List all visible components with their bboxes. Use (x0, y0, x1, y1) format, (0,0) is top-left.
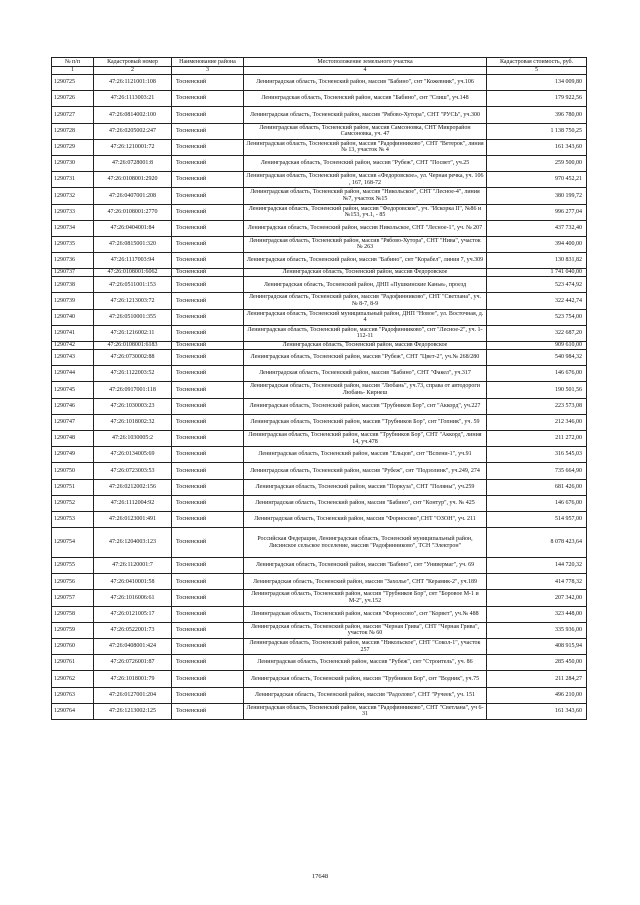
cadastral-value-table-page (51, 57, 586, 720)
table-row (52, 430, 587, 446)
cadastral-number-cell: 47:26:0134005:69 (94, 447, 172, 463)
table-row (52, 309, 587, 325)
row-number-cell: 1290761 (52, 655, 94, 671)
location-cell: Ленинградская область, Тосненский район, массив "Форносово",СНТ "ОЗОН", уч. 211 (244, 511, 487, 527)
district-cell: Тосненский (172, 342, 244, 350)
header-row-number: № п/п (52, 58, 94, 67)
row-number-cell: 1290758 (52, 606, 94, 622)
district-cell: Тосненский (172, 253, 244, 269)
table-row (52, 366, 587, 382)
district-cell: Тосненский (172, 590, 244, 606)
table-row (52, 325, 587, 341)
row-number-cell: 1290728 (52, 123, 94, 139)
cadastral-value-cell: 211 272,00 (487, 430, 587, 446)
location-cell: Ленинградская область, Тосненский район, массив Федоровское (244, 342, 487, 350)
location-cell: Ленинградская область, Тосненский район, массив "Радофинниково", СНТ "Светлана", уч 6-31 (244, 703, 487, 719)
cadastral-value-cell: 146 676,00 (487, 495, 587, 511)
district-cell: Тосненский (172, 188, 244, 204)
district-cell: Тосненский (172, 382, 244, 398)
table-row (52, 574, 587, 590)
table-header-row (52, 58, 587, 67)
cadastral-value-cell: 322 442,74 (487, 293, 587, 309)
district-cell: Тосненский (172, 479, 244, 495)
table-row (52, 382, 587, 398)
district-cell: Тосненский (172, 703, 244, 719)
cadastral-value-cell: 394 400,00 (487, 236, 587, 252)
cadastral-number-cell: 47:26:0723003:53 (94, 463, 172, 479)
cadastral-number-cell: 47:26:0814002:100 (94, 107, 172, 123)
location-cell: Ленинградская область, Тосненский район, массив Самсоновка, СНТ Микрорайон Самсоновка, уч. 47 (244, 123, 487, 139)
location-cell: Ленинградская область, Тосненский район, массив "Бабино", снт "Корабел", линия 7, уч.309 (244, 253, 487, 269)
district-cell: Тосненский (172, 447, 244, 463)
table-row (52, 558, 587, 574)
table-row (52, 269, 587, 277)
table-row (52, 639, 587, 655)
cadastral-number-cell: 47:26:1121001:108 (94, 75, 172, 91)
district-cell: Тосненский (172, 366, 244, 382)
column-number: 4 (244, 67, 487, 75)
table-row (52, 293, 587, 309)
row-number-cell: 1290754 (52, 528, 94, 558)
cadastral-value-cell: 146 676,00 (487, 366, 587, 382)
cadastral-value-cell: 161 343,60 (487, 139, 587, 155)
cadastral-value-cell: 909 610,00 (487, 342, 587, 350)
district-cell: Тосненский (172, 91, 244, 107)
table-row (52, 479, 587, 495)
table-row (52, 342, 587, 350)
cadastral-value-cell: 207 342,00 (487, 590, 587, 606)
cadastral-number-cell: 47:26:0108001:2770 (94, 204, 172, 220)
cadastral-number-cell: 47:26:1204003:123 (94, 528, 172, 558)
row-number-cell: 1290751 (52, 479, 94, 495)
cadastral-value-cell: 523 754,00 (487, 309, 587, 325)
row-number-cell: 1290745 (52, 382, 94, 398)
row-number-cell: 1290735 (52, 236, 94, 252)
table-row (52, 123, 587, 139)
table-row (52, 703, 587, 719)
cadastral-value-cell: 322 687,20 (487, 325, 587, 341)
row-number-cell: 1290744 (52, 366, 94, 382)
cadastral-number-cell: 47:26:0408001:424 (94, 639, 172, 655)
table-row (52, 687, 587, 703)
table-row (52, 655, 587, 671)
row-number-cell: 1290764 (52, 703, 94, 719)
district-cell: Тосненский (172, 269, 244, 277)
district-cell: Тосненский (172, 204, 244, 220)
cadastral-number-cell: 47:26:1113003:21 (94, 91, 172, 107)
location-cell: Ленинградская область, Тосненский район, массив Федоровское (244, 269, 487, 277)
row-number-cell: 1290741 (52, 325, 94, 341)
row-number-cell: 1290743 (52, 350, 94, 366)
cadastral-number-cell: 47:26:0108001:6062 (94, 269, 172, 277)
cadastral-number-cell: 47:26:1210001:72 (94, 139, 172, 155)
cadastral-value-cell: 259 500,00 (487, 155, 587, 171)
district-cell: Тосненский (172, 155, 244, 171)
district-cell: Тосненский (172, 236, 244, 252)
location-cell: Ленинградская область, Тосненский муниципальный район, ДНП "Новое", ул. Восточная, д. 4 (244, 309, 487, 325)
location-cell: Ленинградская область, Тосненский район, массив "Захолье", СНТ "Керамик-2", уч.189 (244, 574, 487, 590)
district-cell: Тосненский (172, 75, 244, 91)
cadastral-value-cell: 211 284,27 (487, 671, 587, 687)
district-cell: Тосненский (172, 511, 244, 527)
cadastral-number-cell: 47:26:0407001:208 (94, 188, 172, 204)
cadastral-number-cell: 47:26:1213002:125 (94, 703, 172, 719)
row-number-cell: 1290727 (52, 107, 94, 123)
row-number-cell: 1290746 (52, 398, 94, 414)
row-number-cell: 1290730 (52, 155, 94, 171)
table-row (52, 75, 587, 91)
location-cell: Ленинградская область, Тосненский район, массив "Трубников Бор", снт "Аккорд", уч.227 (244, 398, 487, 414)
cadastral-value-cell: 212 346,00 (487, 414, 587, 430)
table-row (52, 253, 587, 269)
cadastral-value-cell: 144 720,32 (487, 558, 587, 574)
table-row (52, 188, 587, 204)
district-cell: Тосненский (172, 671, 244, 687)
column-number: 5 (487, 67, 587, 75)
cadastral-value-cell: 1 138 750,25 (487, 123, 587, 139)
cadastral-value-cell: 323 448,00 (487, 606, 587, 622)
table-row (52, 91, 587, 107)
cadastral-value-cell: 970 452,21 (487, 172, 587, 188)
row-number-cell: 1290733 (52, 204, 94, 220)
location-cell: Ленинградская область, Тосненский район, массив "Никольское", СНТ "Сокол-1", участок 257 (244, 639, 487, 655)
row-number-cell: 1290755 (52, 558, 94, 574)
district-cell: Тосненский (172, 277, 244, 293)
district-cell: Тосненский (172, 325, 244, 341)
location-cell: Ленинградская область, Тосненский район, массив "Федоровское", уч. "Искорка II", №86 и №153, уч.1, - 85 (244, 204, 487, 220)
table-row (52, 606, 587, 622)
row-number-cell: 1290752 (52, 495, 94, 511)
cadastral-number-cell: 47:26:1120001:7 (94, 558, 172, 574)
cadastral-value-cell: 414 778,32 (487, 574, 587, 590)
table-row (52, 671, 587, 687)
cadastral-value-cell: 223 573,08 (487, 398, 587, 414)
cadastral-number-cell: 47:26:1112004:92 (94, 495, 172, 511)
cadastral-number-cell: 47:26:0511001:153 (94, 277, 172, 293)
row-number-cell: 1290738 (52, 277, 94, 293)
row-number-cell: 1290731 (52, 172, 94, 188)
row-number-cell: 1290763 (52, 687, 94, 703)
location-cell: Ленинградская область, Тосненский район, массив "Рубеж", СНТ "Цвет-2", уч.№ 268/280 (244, 350, 487, 366)
district-cell: Тосненский (172, 220, 244, 236)
cadastral-value-cell: 437 732,40 (487, 220, 587, 236)
district-cell: Тосненский (172, 430, 244, 446)
table-row (52, 204, 587, 220)
cadastral-value-cell: 179 922,56 (487, 91, 587, 107)
district-cell: Тосненский (172, 687, 244, 703)
cadastral-number-cell: 47:26:0917001:118 (94, 382, 172, 398)
table-body (52, 75, 587, 720)
location-cell: Ленинградская область, Тосненский район, массив "Бабино", СНТ "Факел", уч.317 (244, 366, 487, 382)
cadastral-number-cell: 47:26:0728001:8 (94, 155, 172, 171)
cadastral-value-cell: 514 957,00 (487, 511, 587, 527)
row-number-cell: 1290734 (52, 220, 94, 236)
location-cell: Ленинградская область, Тосненский район, массив "Радофинниково", СНТ "Светлана", уч. № 8-7, 8-9 (244, 293, 487, 309)
cadastral-value-cell: 1 741 040,00 (487, 269, 587, 277)
district-cell: Тосненский (172, 528, 244, 558)
district-cell: Тосненский (172, 293, 244, 309)
table-row (52, 139, 587, 155)
row-number-cell: 1290748 (52, 430, 94, 446)
cadastral-number-cell: 47:26:1030003:23 (94, 398, 172, 414)
cadastral-value-cell: 316 545,03 (487, 447, 587, 463)
row-number-cell: 1290725 (52, 75, 94, 91)
cadastral-value-cell: 335 936,00 (487, 622, 587, 638)
district-cell: Тосненский (172, 558, 244, 574)
location-cell: Ленинградская область, Тосненский район, массив "Рубеж", снт "Строитель", уч. 86 (244, 655, 487, 671)
district-cell: Тосненский (172, 172, 244, 188)
page-number: 17648 (311, 873, 329, 880)
location-cell: Ленинградская область, Тосненский район, массив "Трубников Бор", снт "Боровое М-1 и М-2", уч.152 (244, 590, 487, 606)
cadastral-number-cell: 47:26:1030005:2 (94, 430, 172, 446)
row-number-cell: 1290737 (52, 269, 94, 277)
cadastral-value-cell: 396 780,00 (487, 107, 587, 123)
location-cell: Ленинградская область, Тосненский район, массив "Любань", уч.73, справа от автодороги Любань- Кирнеш (244, 382, 487, 398)
district-cell: Тосненский (172, 639, 244, 655)
location-cell: Ленинградская область, Тосненский район, массив "Трубников Бор", СНТ "Аккорд", линия 14, уч.478 (244, 430, 487, 446)
district-cell: Тосненский (172, 606, 244, 622)
row-number-cell: 1290740 (52, 309, 94, 325)
cadastral-value-cell: 190 501,56 (487, 382, 587, 398)
row-number-cell: 1290736 (52, 253, 94, 269)
row-number-cell: 1290757 (52, 590, 94, 606)
cadastral-value-cell: 161 343,60 (487, 703, 587, 719)
district-cell: Тосненский (172, 414, 244, 430)
row-number-cell: 1290760 (52, 639, 94, 655)
column-number: 2 (94, 67, 172, 75)
cadastral-number-cell: 47:26:0108001:2920 (94, 172, 172, 188)
table-row (52, 277, 587, 293)
row-number-cell: 1290756 (52, 574, 94, 590)
location-cell: Ленинградская область, Тосненский район, массив "Радофинниково", СНТ "Ветерок", линия № 13, участок № 4 (244, 139, 487, 155)
district-cell: Тосненский (172, 398, 244, 414)
cadastral-number-cell: 47:26:0121005:17 (94, 606, 172, 622)
district-cell: Тосненский (172, 350, 244, 366)
row-number-cell: 1290742 (52, 342, 94, 350)
location-cell: Ленинградская область, Тосненский район, ДНП «Пушкинские Канья», проезд (244, 277, 487, 293)
cadastral-number-cell: 47:26:1117003:94 (94, 253, 172, 269)
cadastral-value-cell: 735 664,90 (487, 463, 587, 479)
cadastral-value-cell: 496 210,00 (487, 687, 587, 703)
row-number-cell: 1290747 (52, 414, 94, 430)
cadastral-value-cell: 285 450,00 (487, 655, 587, 671)
row-number-cell: 1290762 (52, 671, 94, 687)
cadastral-value-cell: 130 831,82 (487, 253, 587, 269)
cadastral-number-cell: 47:26:1016006:61 (94, 590, 172, 606)
district-cell: Тосненский (172, 495, 244, 511)
cadastral-value-cell: 8 078 423,64 (487, 528, 587, 558)
table-row (52, 590, 587, 606)
location-cell: Ленинградская область, Тосненский район, массив "Радофинниково", снт "Лесное-2", уч. 1-112-11 (244, 325, 487, 341)
row-number-cell: 1290726 (52, 91, 94, 107)
table-row (52, 528, 587, 558)
location-cell: Ленинградская область, Тосненский район, массив "Поркуза", СНТ "Поляны", уч.259 (244, 479, 487, 495)
table-row (52, 463, 587, 479)
location-cell: Ленинградская область, Тосненский район, массив "Черная Грива", СНТ "Черная Грива", участок № 60 (244, 622, 487, 638)
location-cell: Ленинградская область, Тосненский район, массив "Радолово", СНТ "Ручеек", уч. 151 (244, 687, 487, 703)
cadastral-number-cell: 47:26:0410001:58 (94, 574, 172, 590)
column-number: 3 (172, 67, 244, 75)
table-row (52, 172, 587, 188)
cadastral-value-cell: 408 915,94 (487, 639, 587, 655)
district-cell: Тосненский (172, 463, 244, 479)
table-row (52, 414, 587, 430)
row-number-cell: 1290739 (52, 293, 94, 309)
location-cell: Ленинградская область, Тосненский район, массив "Рубеж", СНТ "Посвет", уч.25 (244, 155, 487, 171)
cadastral-number-cell: 47:26:0510001:355 (94, 309, 172, 325)
cadastral-number-cell: 47:26:0730002:88 (94, 350, 172, 366)
district-cell: Тосненский (172, 139, 244, 155)
location-cell: Ленинградская область, Тосненский район, массив "Рябово-Хутора", СНТ "Нива", участок № 263 (244, 236, 487, 252)
cadastral-table (51, 57, 587, 720)
location-cell: Ленинградская область, Тосненский район, массив "Бабино", снт "Слиш", уч.148 (244, 91, 487, 107)
cadastral-number-cell: 47:26:0108001:6183 (94, 342, 172, 350)
header-district-name: Наименование района (172, 58, 244, 67)
row-number-cell: 1290749 (52, 447, 94, 463)
cadastral-number-cell: 47:26:0815001:320 (94, 236, 172, 252)
column-number-row (52, 67, 587, 75)
cadastral-value-cell: 380 199,72 (487, 188, 587, 204)
location-cell: Ленинградская область, Тосненский район, массив "Бабино", снт "Контур", уч. № 425 (244, 495, 487, 511)
cadastral-number-cell: 47:26:0212002:156 (94, 479, 172, 495)
cadastral-value-cell: 540 984,32 (487, 350, 587, 366)
row-number-cell: 1290729 (52, 139, 94, 155)
district-cell: Тосненский (172, 655, 244, 671)
table-row (52, 220, 587, 236)
column-number: 1 (52, 67, 94, 75)
table-row (52, 236, 587, 252)
location-cell: Российская Федерация, Ленинградская область, Тосненский муниципальный район, Лисинское сельское поселение, массив "Радофинниково", ТСН "Электрон" (244, 528, 487, 558)
table-row (52, 155, 587, 171)
header-cadastral-number: Кадастровый номер (94, 58, 172, 67)
cadastral-value-cell: 134 009,80 (487, 75, 587, 91)
cadastral-number-cell: 47:26:1018001:79 (94, 671, 172, 687)
table-row (52, 495, 587, 511)
cadastral-number-cell: 47:26:0127001:204 (94, 687, 172, 703)
district-cell: Тосненский (172, 107, 244, 123)
header-cadastral-value: Кадастровая стоимость, руб. (487, 58, 587, 67)
cadastral-value-cell: 523 474,92 (487, 277, 587, 293)
table-row (52, 511, 587, 527)
row-number-cell: 1290759 (52, 622, 94, 638)
cadastral-number-cell: 47:26:1213003:72 (94, 293, 172, 309)
cadastral-number-cell: 47:26:0123001:491 (94, 511, 172, 527)
location-cell: Ленинградская область, Тосненский район, массив "Трубников Бор", снт "Водник", уч.75 (244, 671, 487, 687)
cadastral-number-cell: 47:26:0205002:247 (94, 123, 172, 139)
location-cell: Ленинградская область, Тосненский район, массив "Бабино", снт "Кожевник", уч.106 (244, 75, 487, 91)
location-cell: Ленинградская область, Тосненский район, массив "Рябово-Хутора", СНТ "РУСЬ", уч.300 (244, 107, 487, 123)
district-cell: Тосненский (172, 123, 244, 139)
table-row (52, 398, 587, 414)
location-cell: Ленинградская область, Тосненский район, массив "Форносово", снт "Корвет", уч.№ 488 (244, 606, 487, 622)
cadastral-number-cell: 47:26:1122003:52 (94, 366, 172, 382)
table-row (52, 107, 587, 123)
district-cell: Тосненский (172, 574, 244, 590)
row-number-cell: 1290732 (52, 188, 94, 204)
row-number-cell: 1290750 (52, 463, 94, 479)
cadastral-number-cell: 47:26:1018002:32 (94, 414, 172, 430)
header-location: Местоположение земельного участка (244, 58, 487, 67)
cadastral-number-cell: 47:26:0726001:87 (94, 655, 172, 671)
location-cell: Ленинградская область, Тосненский район, массив "Рубеж", снт "Подзолинк", уч.249, 274 (244, 463, 487, 479)
table-row (52, 350, 587, 366)
location-cell: Ленинградская область, Тосненский район, массив "Никольское", СНТ "Лесное-4", линия №7, участок №15 (244, 188, 487, 204)
cadastral-value-cell: 996 277,04 (487, 204, 587, 220)
location-cell: Ленинградская область, Тосненский район, массив "Бабино", снт "Универмаг", уч. 69 (244, 558, 487, 574)
location-cell: Ленинградская область, Тосненский район, массив "Ельцов", снт "Вспени-1", уч.91 (244, 447, 487, 463)
cadastral-number-cell: 47:26:1216002:11 (94, 325, 172, 341)
location-cell: Ленинградская область, Тосненский район, массив Никольское, СНТ "Лесное-1", уч. № 207 (244, 220, 487, 236)
table-row (52, 447, 587, 463)
district-cell: Тосненский (172, 622, 244, 638)
row-number-cell: 1290753 (52, 511, 94, 527)
cadastral-value-cell: 681 426,00 (487, 479, 587, 495)
location-cell: Ленинградская область, Тосненский район, массив "Трубников Бор", снт "Гопник", уч. 59 (244, 414, 487, 430)
location-cell: Ленинградская область, Тосненский район, массив «Федоровское», ул. Черная речка, уч. 106 , 167, 168-72 (244, 172, 487, 188)
district-cell: Тосненский (172, 309, 244, 325)
cadastral-number-cell: 47:26:0404001:84 (94, 220, 172, 236)
cadastral-number-cell: 47:26:0522001:73 (94, 622, 172, 638)
table-row (52, 622, 587, 638)
